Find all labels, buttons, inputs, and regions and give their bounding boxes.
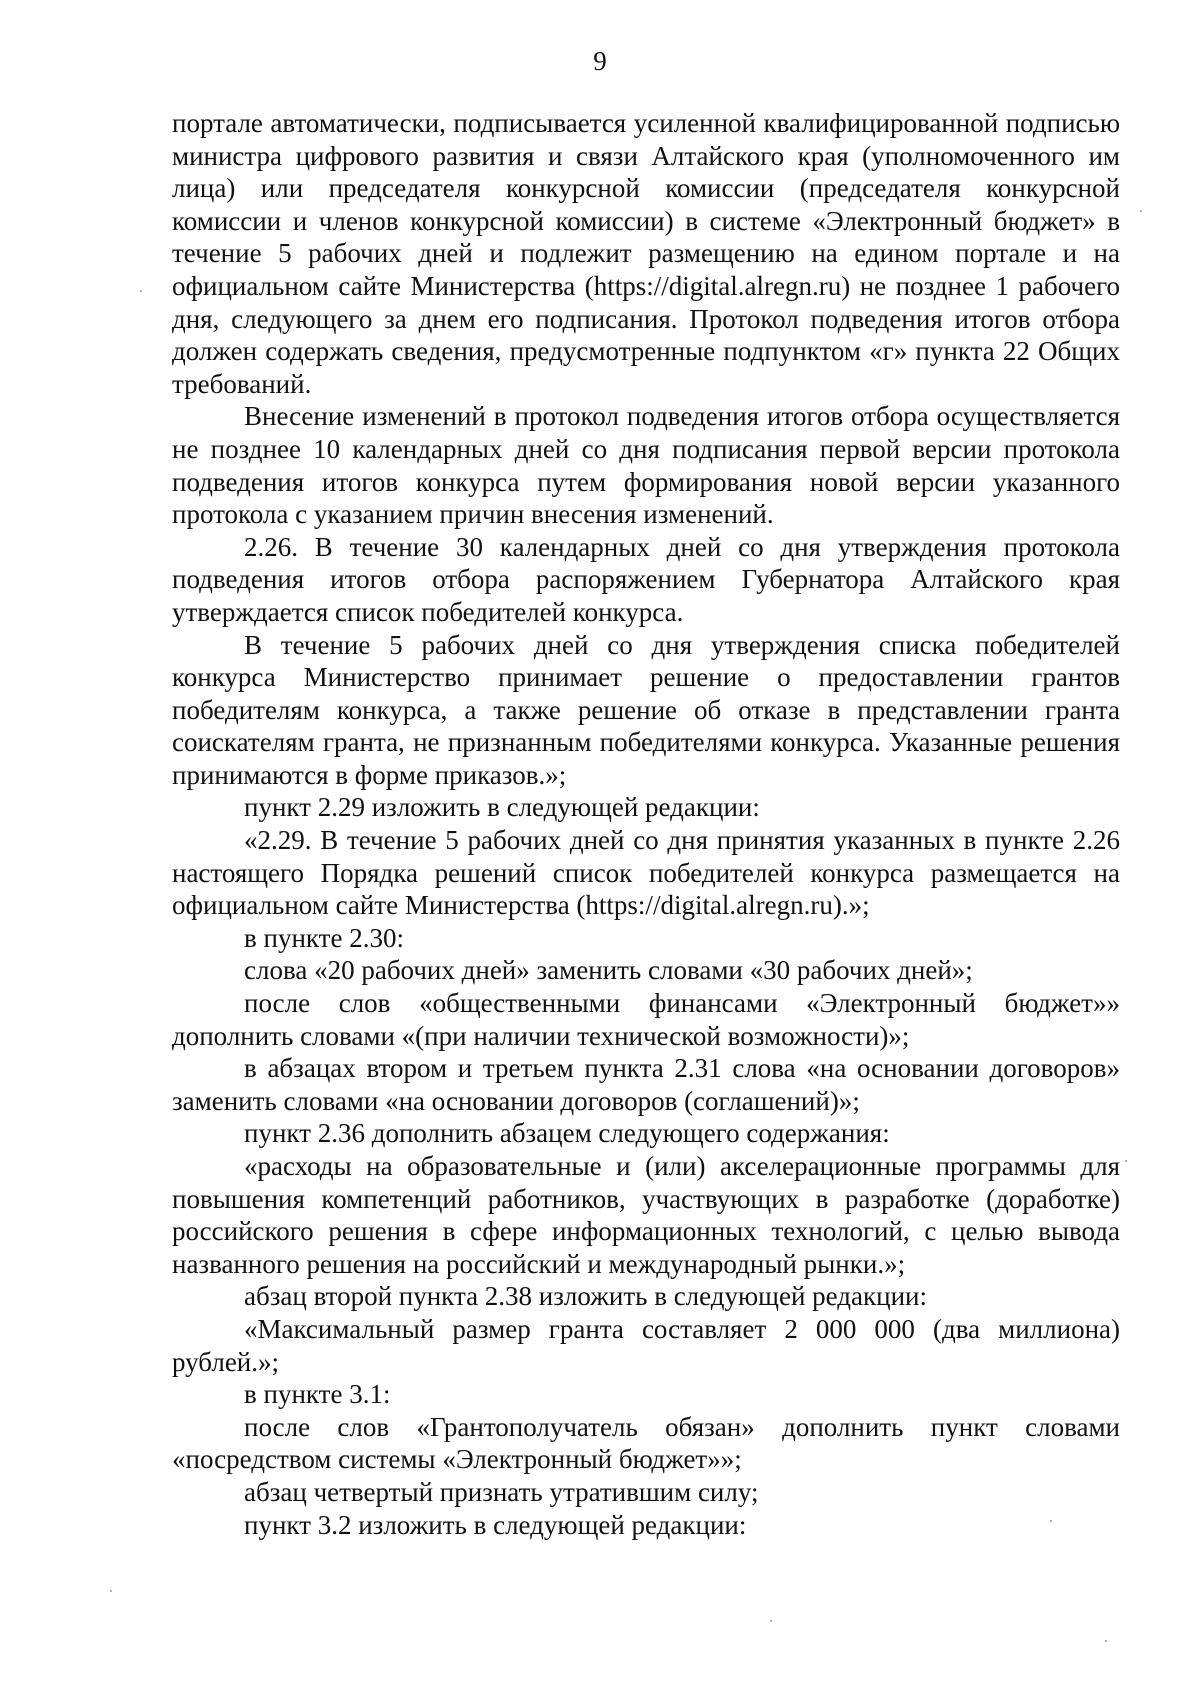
paragraph-2-30-intro: в пункте 2.30: bbox=[244, 922, 404, 953]
paragraph-protocol-changes: Внесение изменений в протокол подведения итогов отбора осуществляется не позднее 10 календарных дней со дня подписания первой версии протокола подведения итогов конкурса путем формирования новой версии указанного протокола с указанием причин внесения изменений. bbox=[172, 401, 1120, 530]
paragraph-2-36-text: «расходы на образовательные и (или) акселерационные программы для повышения компетенций работников, участвующих в разработке (доработке) российского решения в сфере информационных технологий, с целью вывода названного решения на российский и международный рынки.»; bbox=[172, 1151, 1120, 1279]
paragraph-2-36-intro: пункт 2.36 дополнить абзацем следующего содержания: bbox=[244, 1118, 890, 1149]
paragraph-3-1-fourth: абзац четвертый признать утратившим силу; bbox=[244, 1476, 759, 1507]
paragraph-3-1-intro: в пункте 3.1: bbox=[244, 1379, 391, 1410]
scan-speck bbox=[1125, 1160, 1127, 1162]
scan-speck bbox=[770, 1620, 772, 1622]
paragraph-3-2-intro: пункт 3.2 изложить в следующей редакции: bbox=[244, 1509, 747, 1540]
paragraph-protocol-signing: портале автоматически, подписывается усиленной квалифицированной подписью министра цифрового развития и связи Алтайского края (уполномоченного им лица) или председателя конкурсной комиссии (председателя конкурсной комиссии и членов конкурсной комиссии) в системе «Электронный бюджет» в течение 5 рабочих дней и подлежит размещению на едином портале и на официальном сайте Министерства (https://digital.alregn.ru) не позднее 1 рабочего дня, следующего за днем его подписания. Протокол подведения итогов отбора должен содержать сведения, предусмотренные подпунктом «г» пункта 22 Общих требований. bbox=[172, 108, 1120, 399]
scan-speck bbox=[110, 1590, 112, 1592]
paragraph-2-29-intro: пункт 2.29 изложить в следующей редакции: bbox=[244, 792, 760, 823]
paragraph-2-29-text: «2.29. В течение 5 рабочих дней со дня принятия указанных в пункте 2.26 настоящего Порядка решений список победителей конкурса размещается на официальном сайте Министерства (https://digital.alregn.ru).»; bbox=[172, 825, 1120, 921]
scan-speck bbox=[1140, 210, 1142, 212]
page-number: 9 bbox=[593, 46, 607, 76]
document-body bbox=[172, 107, 1120, 1541]
paragraph-2-38-text: «Максимальный размер гранта составляет 2 000 000 (два миллиона) рублей.»; bbox=[172, 1313, 1120, 1377]
paragraph-2-26: 2.26. В течение 30 календарных дней со дня утверждения протокола подведения итогов отбора распоряжением Губернатора Алтайского края утверждается список победителей конкурса. bbox=[172, 531, 1120, 627]
scan-speck bbox=[1050, 1520, 1052, 1522]
paragraph-2-30-tech: после слов «общественными финансами «Электронный бюджет»» дополнить словами «(при наличии технической возможности)»; bbox=[172, 988, 1120, 1051]
paragraph-grant-decision: В течение 5 рабочих дней со дня утверждения списка победителей конкурса Министерство принимает решение о предоставлении грантов победителям конкурса, а также решение об отказе в представлении гранта соискателям гранта, не признанным победителями конкурса. Указанные решения принимаются в форме приказов.»; bbox=[172, 629, 1120, 790]
paragraph-3-1-text: после слов «Грантополучатель обязан» дополнить пункт словами «посредством системы «Электронный бюджет»»; bbox=[172, 1411, 1120, 1475]
scan-speck bbox=[1105, 1640, 1107, 1642]
paragraph-2-30-days: слова «20 рабочих дней» заменить словами «30 рабочих дней»; bbox=[244, 955, 973, 986]
paragraph-2-38-intro: абзац второй пункта 2.38 изложить в следующей редакции: bbox=[244, 1281, 927, 1312]
paragraph-2-31: в абзацах втором и третьем пункта 2.31 слова «на основании договоров» заменить словами «на основании договоров (соглашений)»; bbox=[172, 1053, 1120, 1116]
scan-speck bbox=[140, 290, 142, 292]
